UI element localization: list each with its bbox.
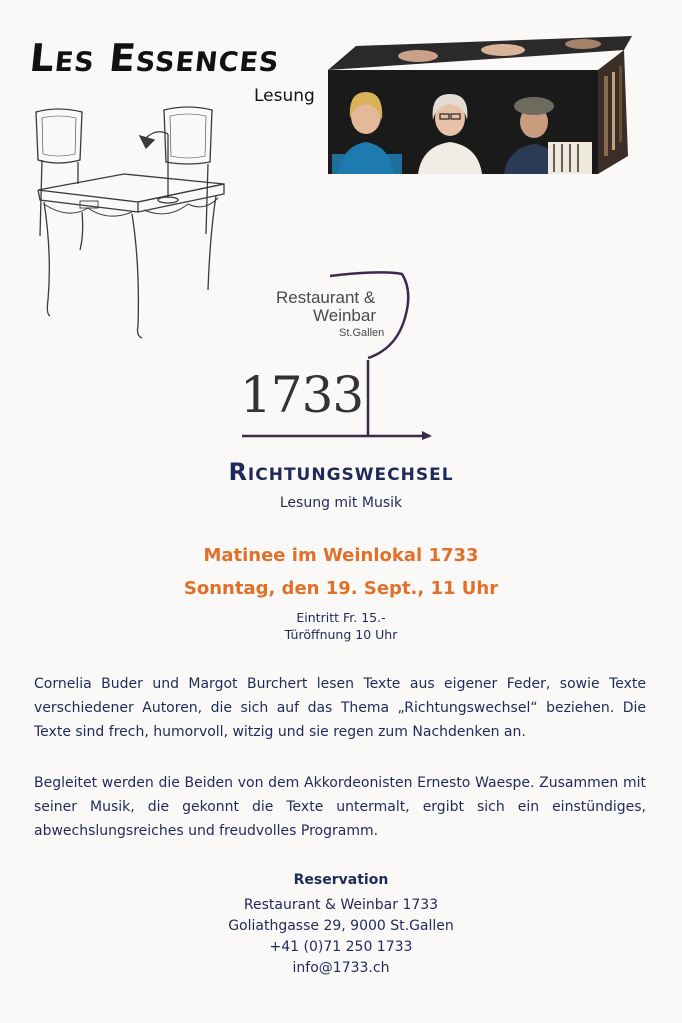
brand-subtitle: Lesung (254, 86, 315, 106)
reservation-email: info@1733.ch (292, 960, 390, 976)
event-subtitle: Lesung mit Musik (279, 495, 403, 511)
reservation-phone: +41 (0)71 250 1733 (269, 939, 413, 955)
logo-year: 1733 (240, 366, 364, 424)
event-doors-open: Türöffnung 10 Uhr (284, 627, 398, 642)
chair-left-icon (36, 109, 82, 236)
desk-illustration (28, 104, 228, 340)
event-matinee: Matinee im Weinlokal 1733 (203, 545, 479, 566)
event-entry-fee: Eintritt Fr. 15.- (296, 610, 386, 625)
top-face-photo-2 (481, 44, 525, 56)
description-paragraph: Cornelia Buder und Margot Burchert lesen Texte aus eigener Feder, sowie Texte verschiedener Autoren, die sich auf das Thema „Richtungswechsel“ beziehen. Die Texte sind frech, humorvoll, witzig und sie regen zum Nachdenken an. (34, 676, 646, 740)
event-date: Sonntag, den 19. Sept., 11 Uhr (183, 578, 499, 599)
reservation-heading: Reservation (293, 872, 389, 888)
desk-icon (38, 174, 224, 338)
logo-text-weinbar: Weinbar (313, 306, 376, 325)
reservation-name: Restaurant & Weinbar 1733 (243, 897, 439, 913)
reservation-address: Goliathgasse 29, 9000 St.Gallen (228, 918, 454, 934)
top-face-photo-3 (565, 39, 601, 49)
brand-title: Les Essences (27, 36, 283, 80)
logo-text-city: St.Gallen (339, 327, 385, 339)
table-lamp-icon (140, 132, 178, 203)
chair-right-icon (164, 107, 212, 234)
performers-photo-cube (328, 36, 632, 174)
logo-text-restaurant: Restaurant & (276, 288, 376, 307)
event-title: Richtungswechsel (228, 458, 454, 486)
description-paragraph: Begleitet werden die Beiden von dem Akkordeonisten Ernesto Waespe. Zusammen mit seiner Musik, die gekonnt die Texte untermalt, ergibt sich ein einstündiges, abwechslungsreiches und freudvolles Programm. (34, 775, 646, 839)
top-face-photo-1 (398, 50, 438, 62)
